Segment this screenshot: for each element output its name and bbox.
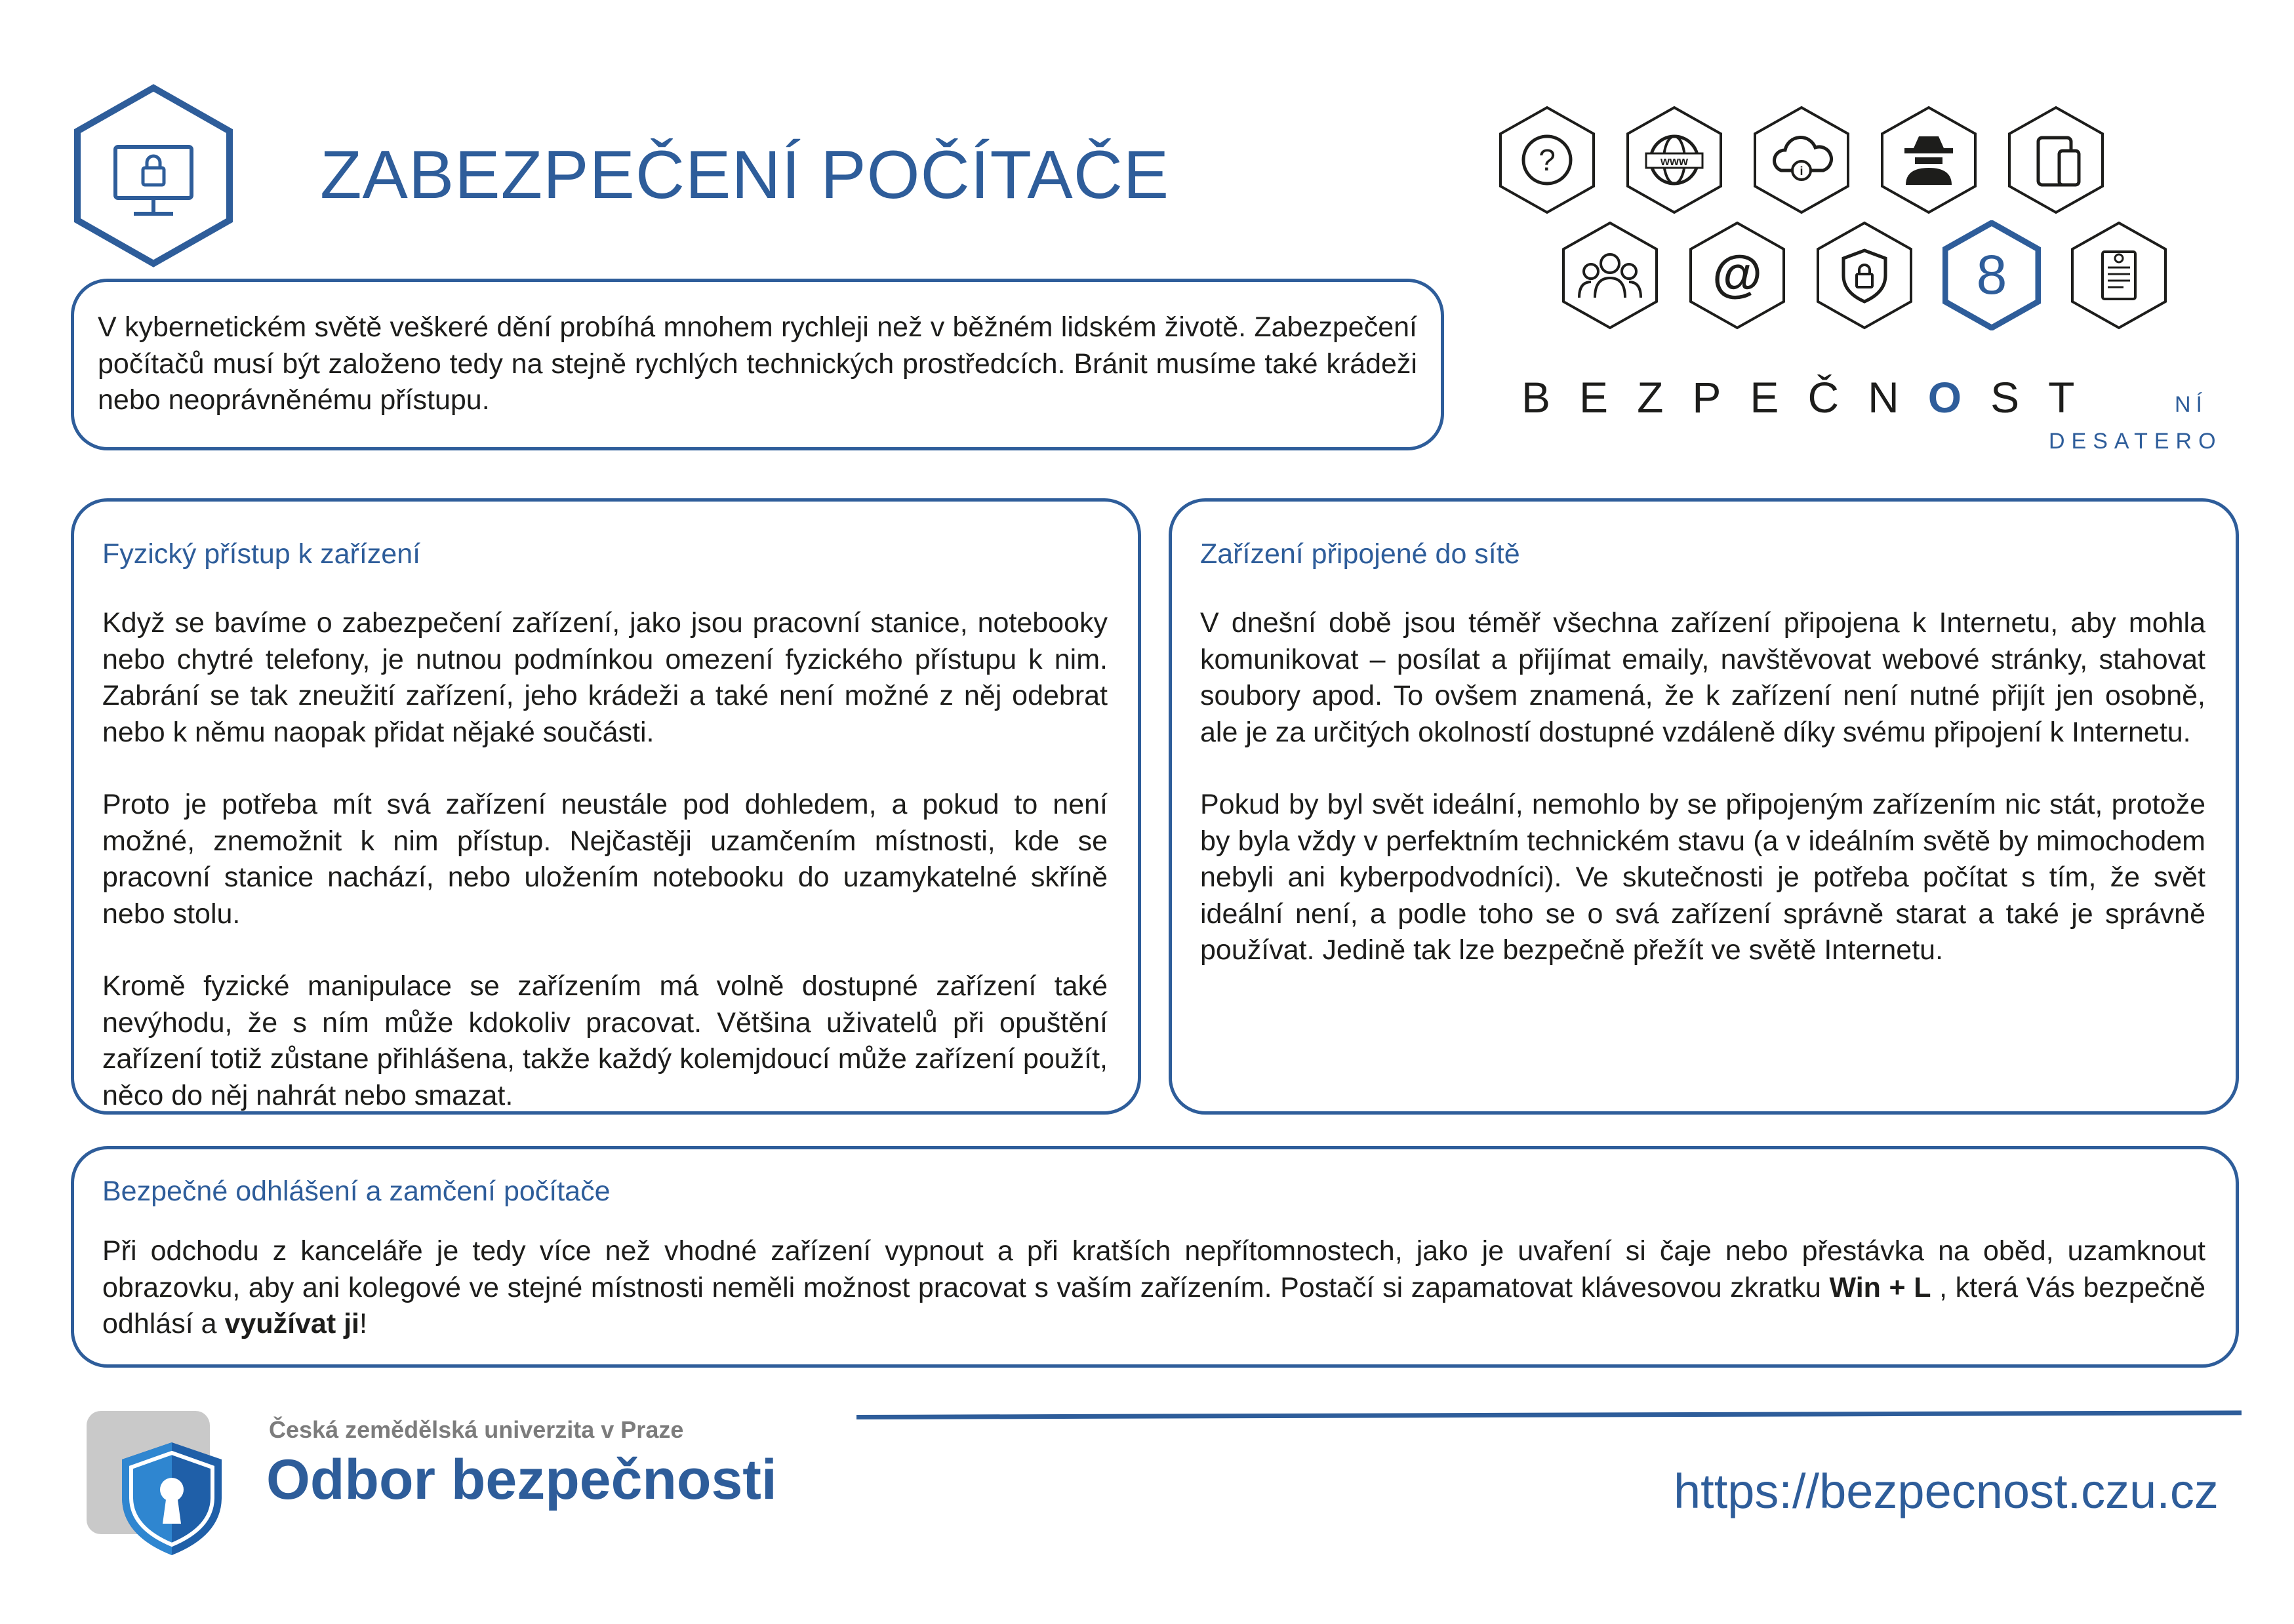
brand-letter: T <box>2048 373 2075 422</box>
text-fragment: , která Vás bezpečně odhlásí a <box>102 1271 2205 1339</box>
brand-letter: Č <box>1807 373 1868 422</box>
paragraph <box>102 1233 2205 1343</box>
svg-text:@: @ <box>1712 245 1763 302</box>
document-certificate-icon <box>2070 220 2168 330</box>
intro-text: V kybernetickém světě veškeré dění probíhá mnohem rychleji než v běžném lidském životě. Zabezpečení počítačů musí být založeno tedy na stejně rychlých technických prostředcích. Bránit musíme také krádeži nebo neoprávněnému přístupu. <box>98 311 1417 416</box>
paragraph: Když se bavíme o zabezpečení zařízení, jako jsou pracovní stanice, notebooky nebo chytré telefony, je nutnou podmínkou omezení fyzického přístupu k nim. Zabrání se tak zneužití zařízení, jeho krádeži a také není možné z něj odebrat nebo k němu naopak přidat nějaké součásti. <box>102 607 1108 748</box>
brand-letter: E <box>1579 373 1638 422</box>
devices-icon <box>2007 105 2105 215</box>
cloud-info-icon <box>1752 105 1851 215</box>
brand-suffix: NÍ <box>2175 392 2207 417</box>
section-heading: Zařízení připojené do sítě <box>1200 538 1520 570</box>
emphasis-text: využívat ji <box>224 1308 359 1339</box>
svg-text:www: www <box>1660 155 1689 168</box>
people-group-icon <box>1561 220 1659 330</box>
department-name: Odbor bezpečnosti <box>266 1448 777 1511</box>
text-fragment: ! <box>359 1308 367 1339</box>
section-heading: Fyzický přístup k zařízení <box>102 538 421 570</box>
www-globe-icon <box>1625 105 1723 215</box>
brand-letter: E <box>1750 373 1808 422</box>
brand-letter: P <box>1692 373 1750 422</box>
logout-box <box>71 1146 2239 1368</box>
footer-divider <box>856 1410 2242 1419</box>
paragraph: Proto je potřeba mít svá zařízení neustále pod dohledem, a pokud to není možné, znemožnit k nim přístup. Nejčastěji uzamčením místnosti, kde se pracovní stanice nachází, nebo uložením notebooku do uzamykatelné skříně nebo stolu. <box>102 789 1108 930</box>
brand-letter: B <box>1521 373 1580 422</box>
shield-lock-icon <box>1815 220 1914 330</box>
brand-letter: Z <box>1637 373 1693 422</box>
page-title: ZABEZPEČENÍ POČÍTAČE <box>320 137 1170 213</box>
brand-wordmark <box>1521 372 2075 422</box>
brand-subtitle: DESATERO <box>2049 429 2223 454</box>
section-heading: Bezpečné odhlášení a zamčení počítače <box>102 1176 611 1207</box>
physical-access-box <box>71 498 1141 1115</box>
paragraph: Pokud by byl svět ideální, nemohlo by se připojeným zařízením nic stát, protože by byla vždy v perfektním technickém stavu (a v ideálním světě by mimochodem nebyli ani kyberpodvodníci). Ve skutečnosti je potřeba počítat s tím, že svět ideální není, a podle toho se o svá zařízení správně starat a také je správně používat. Jedině tak lze bezpečně přežít ve světě Internetu. <box>1200 789 2205 966</box>
university-shield-logo-icon <box>84 1408 235 1559</box>
question-icon <box>1498 105 1596 215</box>
svg-text:i: i <box>1800 165 1803 178</box>
network-device-box <box>1169 498 2239 1115</box>
paragraph: Kromě fyzické manipulace se zařízením má volně dostupné zařízení také nevýhodu, že s ním může kdokoliv pracovat. Většina uživatelů při opuštění zařízení totiž zůstane přihlášena, takže každý kolemjdoucí může zařízení použít, něco do něj nahrát nebo smazat. <box>102 970 1108 1111</box>
spy-icon <box>1880 105 1978 215</box>
website-link[interactable]: https://bezpecnost.czu.cz <box>1674 1464 2219 1518</box>
text-fragment: Při odchodu z kanceláře je tedy více než vhodné zařízení vypnout a při kratších nepřítomnostech, jako je uvaření si čaje nebo přestávka na oběd, uzamknout obrazovku, aby ani kolegové ve stejné místnosti neměli možnost pracovat s vaším zařízením. Postačí si zapamatovat klávesovou zkratku <box>102 1235 2205 1303</box>
university-name: Česká zemědělská univerzita v Praze <box>269 1416 684 1443</box>
brand-letter-highlight: O <box>1927 373 1991 422</box>
svg-text:?: ? <box>1539 143 1556 177</box>
number-8-icon <box>1942 220 2041 330</box>
at-sign-icon <box>1688 220 1786 330</box>
brand-letter: S <box>1990 373 2049 422</box>
paragraph: V dnešní době jsou téměř všechna zařízení připojena k Internetu, aby mohla komunikovat – posílat a přijímat emaily, navštěvovat webové stránky, stahovat soubory apod. To ovšem znamená, že k zařízení není nutné přijít jen osobně, ale je za určitých okolností dostupné vzdáleně díky svému připojení k Internetu. <box>1200 607 2205 748</box>
computer-lock-hex-icon <box>72 84 235 267</box>
keyboard-shortcut: Win + L <box>1829 1271 1931 1303</box>
intro-box <box>71 279 1444 450</box>
security-ten-icons <box>1495 105 2190 341</box>
active-number: 8 <box>1976 244 2007 306</box>
brand-letter: N <box>1868 373 1928 422</box>
